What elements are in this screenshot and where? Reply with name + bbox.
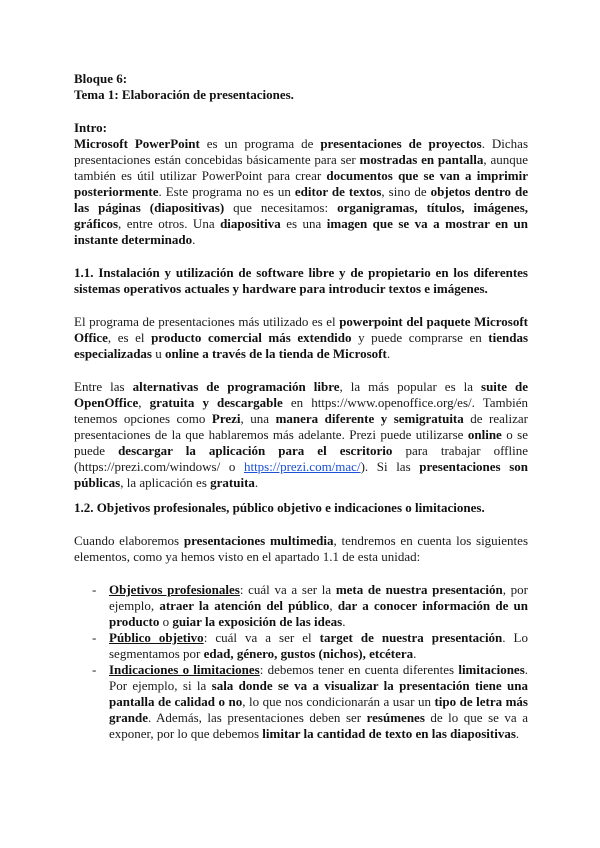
spacer	[74, 565, 528, 582]
bullet-dash: -	[92, 582, 97, 597]
spacer	[74, 103, 528, 120]
block-label: Bloque 6:	[74, 71, 128, 86]
intro-heading: Intro:	[74, 120, 107, 135]
bullet-dash: -	[92, 630, 97, 645]
section-1-paragraph-2: Entre las alternativas de programación libre, la más popular es la suite de OpenOffice, gratuita y descargable en https://www.openoffice.org/es/. También tenemos opciones como Prezi, una manera diferente y semigratuita de realizar presentaciones de la que hablaremos más adelante. Prezi puede utilizarse online o se puede descargar la aplicación para el escritorio para trabajar offline (https://prezi.com/windows/ o https://prezi.com/mac/). Si las presentaciones son públicas, la aplicación es gratuita.	[74, 379, 529, 490]
intro-paragraph: Microsoft PowerPoint es un programa de presentaciones de proyectos. Dichas presentaciones están concebidas básicamente para ser mostradas en pantalla, aunque también es útil utilizar PowerPoint para crear documentos que se van a imprimir posteriormente. Este programa no es un editor de textos, sino de objetos dentro de las páginas (diapositivas) que necesitamos: organigramas, títulos, imágenes, gráficos, entre otros. Una diapositiva es una imagen que se va a mostrar en un instante determinado.	[74, 136, 529, 247]
section-2-intro: Cuando elaboremos presentaciones multimedia, tendremos en cuenta los siguientes elementos, como ya hemos visto en el apartado 1.1 de esta unidad:	[74, 533, 529, 564]
bullet-dash: -	[92, 662, 97, 677]
topic-label: Tema 1: Elaboración de presentaciones.	[74, 87, 294, 102]
spacer	[74, 362, 528, 379]
list-item-publico: - Público objetivo: cuál va a ser el target de nuestra presentación. Lo segmentamos por edad, género, gustos (nichos), etcétera.	[92, 630, 529, 661]
prezi-mac-link[interactable]: https://prezi.com/mac/	[243, 459, 361, 474]
spacer	[74, 516, 528, 533]
topic-title	[74, 87, 528, 103]
section-1-heading: 1.1. Instalación y utilización de software libre y de propietario en los diferentes sistemas operativos actuales y hardware para introducir textos e imágenes.	[74, 265, 528, 296]
spacer	[74, 297, 528, 314]
spacer	[74, 248, 528, 265]
section-1-paragraph-1: El programa de presentaciones más utilizado es el powerpoint del paquete Microsoft Office, es el producto comercial más extendido y puede comprarse en tiendas especializadas u online a través de la tienda de Microsoft.	[74, 314, 529, 361]
section-2-heading: 1.2. Objetivos profesionales, público objetivo e indicaciones o limitaciones.	[74, 500, 485, 515]
elements-list	[74, 582, 528, 742]
list-item-indicaciones: - Indicaciones o limitaciones: debemos tener en cuenta diferentes limitaciones. Por ejemplo, si la sala donde se va a visualizar la presentación tiene una pantalla de calidad o no, lo que nos condicionarán a usar un tipo de letra más grande. Además, las presentaciones deben ser resúmenes de lo que se va a exponer, por lo que debemos limitar la cantidad de texto en las diapositivas.	[92, 662, 529, 741]
spacer	[74, 491, 528, 500]
list-item-objetivos: - Objetivos profesionales: cuál va a ser la meta de nuestra presentación, por ejemplo, atraer la atención del público, dar a conocer información de un producto o guiar la exposición de las ideas.	[92, 582, 528, 629]
block-title	[74, 71, 528, 87]
